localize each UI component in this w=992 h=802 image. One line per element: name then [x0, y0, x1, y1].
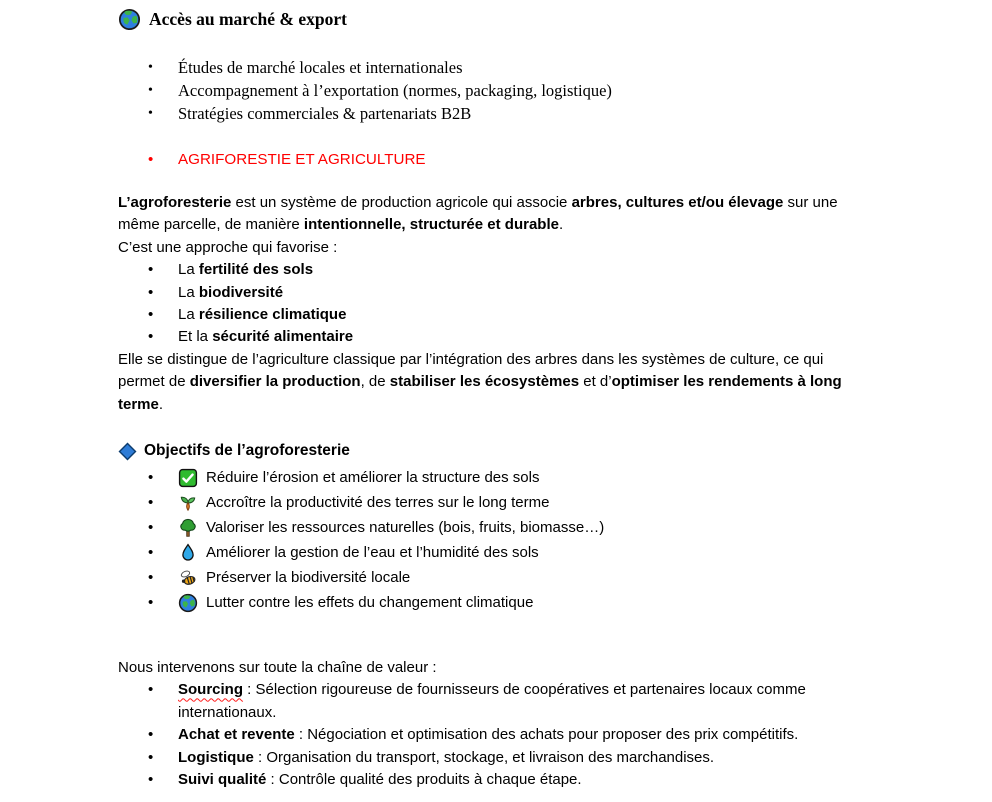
bold-text-run: biodiversité: [198, 283, 284, 301]
value-chain-item: [148, 769, 868, 791]
bullet-dot: •: [148, 569, 154, 587]
objective-item: [148, 590, 868, 615]
objective-text: Lutter contre les effets du changement climatique: [206, 594, 534, 612]
bold-text-run: L’agroforesterie: [118, 194, 232, 211]
agro-section-bullet-list: [148, 149, 868, 170]
value-chain-item: [148, 679, 868, 724]
agro-section-heading: AGRIFORESTIE ET AGRICULTURE: [178, 151, 426, 168]
objective-item: [148, 490, 868, 515]
value-chain-text: : Organisation du transport, stockage, et livraison des marchandises.: [253, 748, 715, 766]
market-bullet-item: [148, 56, 868, 79]
favorise-bullet-item: [148, 282, 868, 304]
bullet-content: Stratégies commerciales & partenariats B2B: [178, 104, 472, 123]
bullet-dot: •: [148, 60, 153, 75]
text-run: Et la: [178, 328, 213, 346]
text-run: La: [178, 283, 199, 301]
objective-text: Valoriser les ressources naturelles (bois, fruits, biomasse…): [206, 519, 605, 537]
blue-diamond-icon: [118, 442, 137, 461]
bullet-content: [178, 282, 868, 304]
bullet-content: [178, 724, 868, 746]
bullet-dot: •: [148, 283, 154, 301]
bold-text-run: fertilité des sols: [198, 261, 314, 279]
value-chain-item: [148, 724, 868, 746]
bullet-dot: •: [148, 261, 154, 279]
value-chain-label: Logistique: [178, 748, 254, 766]
favorise-lead: C’est une approche qui favorise :: [118, 238, 338, 256]
bullet-content: [178, 493, 868, 513]
bold-text-run: sécurité alimentaire: [212, 328, 354, 346]
market-bullet-item: [148, 79, 868, 102]
value-chain-text: : Contrôle qualité des produits à chaque étape.: [266, 771, 582, 789]
text-run: est un système de production agricole qui associe: [231, 194, 572, 211]
page-title: Accès au marché & export: [149, 9, 347, 29]
bold-text-run: stabiliser les écosystèmes: [389, 373, 580, 391]
bullet-content: [178, 543, 868, 563]
bullet-content: [178, 679, 868, 724]
droplet-icon: [178, 543, 198, 563]
text-run: .: [158, 395, 164, 413]
market-bullet-item: [148, 102, 868, 125]
bullet-content: [178, 518, 868, 538]
bullet-content: Études de marché locales et internationales: [178, 58, 463, 77]
bullet-content: Accompagnement à l’exportation (normes, packaging, logistique): [178, 81, 612, 100]
market-bullet-list: [148, 56, 868, 125]
bullet-content: [178, 259, 868, 281]
seedling-icon: [178, 493, 198, 513]
agro-section-bullet: [148, 149, 868, 170]
favorise-bullet-item: [148, 304, 868, 326]
value-chain-text: : Négociation et optimisation des achats pour proposer des prix compétitifs.: [294, 726, 799, 744]
text-run: La: [178, 306, 199, 324]
bullet-dot: •: [148, 306, 154, 324]
objective-text: Réduire l’érosion et améliorer la structure des sols: [206, 469, 540, 487]
bullet-dot: •: [148, 83, 153, 98]
text-run: La: [178, 261, 199, 279]
market-section-title: [118, 6, 868, 32]
objective-text: Préserver la biodiversité locale: [206, 569, 411, 587]
check-icon: [178, 468, 198, 488]
favorise-bullet-item: [148, 259, 868, 281]
value-chain-label: Sourcing: [178, 681, 244, 699]
bee-icon: [178, 568, 198, 588]
distinction-paragraph: [118, 349, 868, 416]
objective-item: [148, 540, 868, 565]
objective-text: Accroître la productivité des terres sur le long terme: [206, 494, 550, 512]
objectives-title: Objectifs de l’agroforesterie: [144, 442, 350, 460]
bullet-dot: •: [148, 328, 154, 346]
text-run: sur une même parcelle, de manière: [118, 194, 838, 234]
bullet-content: [178, 326, 868, 348]
favorise-bullet-list: [148, 259, 868, 349]
bullet-dot: •: [148, 494, 154, 512]
bold-text-run: diversifier la production: [189, 373, 361, 391]
tree-icon: [178, 518, 198, 538]
value-chain-bullet-list: [148, 679, 868, 791]
bold-text-run: optimiser les rendements à long terme: [118, 373, 842, 413]
objectives-heading: [118, 440, 868, 462]
objective-item: [148, 465, 868, 490]
globe-icon: [178, 593, 198, 613]
bullet-dot: •: [148, 106, 153, 121]
intro-paragraph: [118, 192, 868, 237]
bold-text-run: arbres, cultures et/ou élevage: [571, 194, 784, 211]
objective-item: [148, 515, 868, 540]
bullet-dot: •: [148, 544, 154, 562]
bullet-dot: •: [148, 519, 154, 537]
bullet-content: [178, 468, 868, 488]
value-chain-label: Suivi qualité: [178, 771, 267, 789]
bold-text-run: intentionnelle, structurée et durable: [303, 216, 559, 234]
objectives-bullet-list: [148, 465, 868, 615]
bullet-dot: •: [148, 748, 154, 766]
text-run: , de: [360, 373, 390, 391]
bullet-dot: •: [148, 469, 154, 487]
bullet-content: [178, 568, 868, 588]
value-chain-lead: Nous intervenons sur toute la chaîne de valeur :: [118, 659, 437, 677]
bullet-dot: •: [148, 151, 154, 168]
bullet-dot: •: [148, 594, 154, 612]
favorise-bullet-item: [148, 326, 868, 348]
bullet-content: [178, 769, 868, 791]
bold-text-run: résilience climatique: [198, 306, 347, 324]
text-run: .: [558, 216, 564, 234]
objective-item: [148, 565, 868, 590]
text-run: et d’: [579, 373, 612, 391]
value-chain-label: Achat et revente: [178, 726, 295, 744]
text-run: Elle se distingue de l’agriculture classique par l’intégration des arbres dans les systèmes de culture, ce qui permet de: [118, 350, 824, 391]
bullet-dot: •: [148, 681, 154, 699]
value-chain-item: [148, 747, 868, 769]
bullet-dot: •: [148, 726, 154, 744]
value-chain-text: : Sélection rigoureuse de fournisseurs de coopératives et partenaires locaux comme internationaux.: [178, 681, 806, 721]
globe-icon: [118, 8, 141, 31]
bullet-content: [178, 593, 868, 613]
bullet-dot: •: [148, 771, 154, 789]
bullet-content: [178, 747, 868, 769]
objective-text: Améliorer la gestion de l’eau et l’humidité des sols: [206, 544, 539, 562]
bullet-content: [178, 304, 868, 326]
